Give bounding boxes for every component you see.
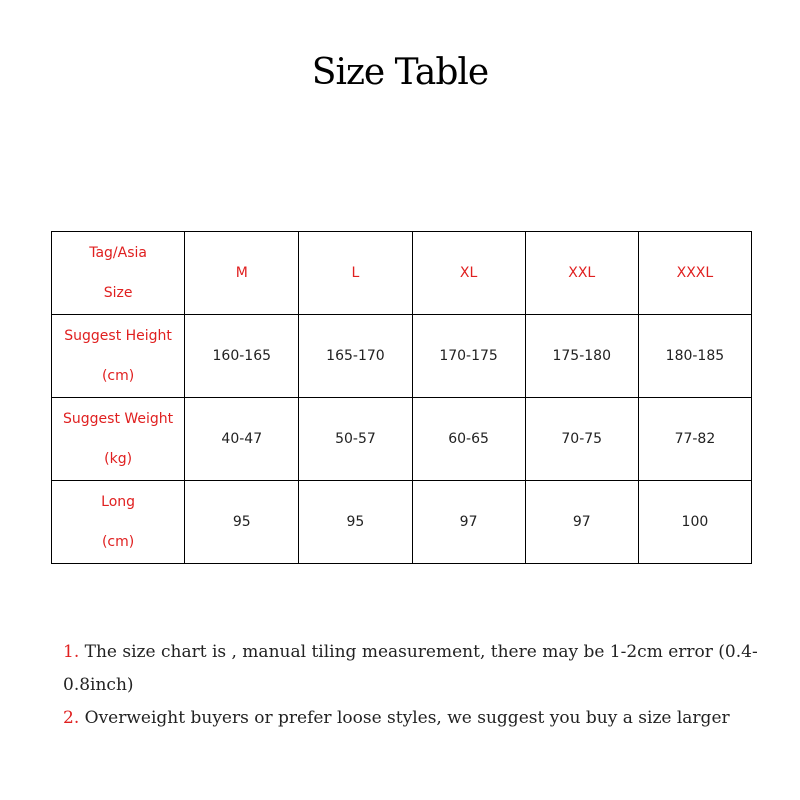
notes-block (63, 636, 763, 735)
table-cell: 180-185 (638, 315, 751, 398)
row-label-long (52, 481, 185, 564)
header-label-cell (52, 232, 185, 315)
table-row-weight (52, 398, 752, 481)
header-label-line1: Tag/Asia (89, 245, 147, 261)
table-cell: 60-65 (412, 398, 525, 481)
table-cell: 97 (525, 481, 638, 564)
row-label-line1: Suggest Height (64, 328, 172, 344)
size-m: M (185, 232, 299, 315)
row-label-weight (52, 398, 185, 481)
note-item (63, 636, 763, 702)
row-label-line2: (kg) (104, 451, 133, 467)
row-label-line1: Suggest Weight (63, 411, 174, 427)
header-label-line2: Size (103, 285, 133, 301)
table-cell: 50-57 (299, 398, 412, 481)
note-item (63, 702, 763, 735)
table-cell: 40-47 (185, 398, 299, 481)
table-cell: 165-170 (299, 315, 412, 398)
note-number: 2. (63, 708, 80, 728)
table-cell: 170-175 (412, 315, 525, 398)
table-row-long (52, 481, 752, 564)
note-number: 1. (63, 642, 80, 662)
table-cell: 77-82 (638, 398, 751, 481)
row-label-height (52, 315, 185, 398)
table-header-row (52, 232, 752, 315)
size-table (51, 231, 752, 564)
size-xxl: XXL (525, 232, 638, 315)
page-title: Size Table (311, 52, 489, 93)
table-cell: 70-75 (525, 398, 638, 481)
table-cell: 95 (185, 481, 299, 564)
table-cell: 175-180 (525, 315, 638, 398)
table-cell: 100 (638, 481, 751, 564)
row-label-line2: (cm) (101, 534, 135, 550)
table-cell: 160-165 (185, 315, 299, 398)
size-xl: XL (412, 232, 525, 315)
row-label-line2: (cm) (101, 368, 135, 384)
size-xxxl: XXXL (638, 232, 751, 315)
note-text: Overweight buyers or prefer loose styles, we suggest you buy a size larger (84, 708, 730, 728)
table-cell: 97 (412, 481, 525, 564)
table-row-height (52, 315, 752, 398)
table-cell: 95 (299, 481, 412, 564)
note-text: The size chart is , manual tiling measurement, there may be 1-2cm error (0.4-0.8inch) (63, 642, 758, 695)
size-l: L (299, 232, 412, 315)
row-label-line1: Long (101, 494, 136, 510)
